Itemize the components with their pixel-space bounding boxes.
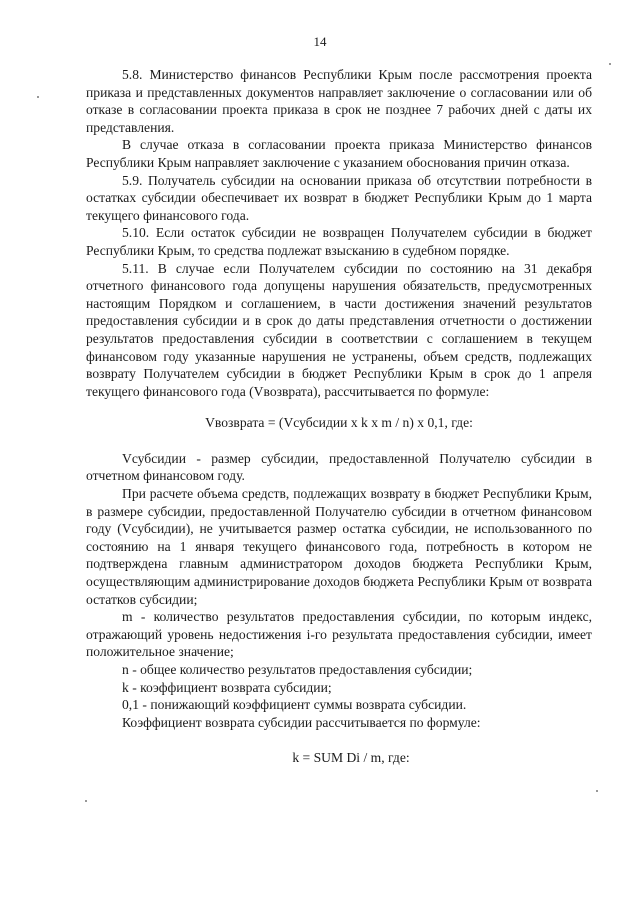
paragraph-m-definition: m - количество результатов предоставления субсидии, по которым индекс, отражающий уровень недостижения i-го результата предоставления субсидии, имеет положительное значение;: [86, 609, 592, 660]
paragraph-k-formula-intro: Коэффициент возврата субсидии рассчитывается по формуле:: [122, 714, 481, 730]
paragraph-5-11: 5.11. В случае если Получателем субсидии по состоянию на 31 декабря отчетного финансового года допущены нарушения обязательств, предусмотренных настоящим Порядком и соглашением, в части достижения значений результатов предоставления субсидии и в срок до даты представления отчетности о достижении результатов предоставления субсидии в соответствии с соглашением в текущем финансовом году указанные нарушения не устранены, объем средств, подлежащих возврату Получателем субсидии в бюджет Республики Крым в срок до 1 апреля текущего финансового года (Vвозврата), рассчитывается по формуле:: [86, 260, 592, 399]
scan-speck: [37, 96, 39, 98]
scan-speck: [596, 790, 598, 792]
formula-refund-volume: Vвозврата = (Vсубсидии x k x m / n) x 0,1, где:: [205, 415, 473, 431]
paragraph-5-9: 5.9. Получатель субсидии на основании приказа об отсутствии потребности в остатках субсидии обеспечивает их возврат в бюджет Республики Крым до 1 марта текущего финансового года.: [86, 172, 592, 223]
paragraph-vsubsidy-definition: Vсубсидии - размер субсидии, предоставленной Получателю субсидии в отчетном финансовом году.: [86, 450, 592, 484]
paragraph-calculation-note: При расчете объема средств, подлежащих возврату в бюджет Республики Крым, в размере субсидии, предоставленной Получателю субсидии в отчетном финансовом году (Vсубсидии), не учитывается размер остатка субсидии, не использованного по состоянию на 1 января текущего финансового года, потребность в котором не подтверждена главным администратором доходов бюджета Республики Крым, осуществляющим администрирование доходов бюджета Республики Крым от возврата остатков субсидии;: [86, 486, 592, 607]
scan-speck: [85, 800, 87, 802]
paragraph-5-8: 5.8. Министерство финансов Республики Крым после рассмотрения проекта приказа и представленных документов направляет заключение о согласовании или об отказе в согласовании проекта приказа в срок не позднее 7 рабочих дней с даты их представления.: [86, 67, 592, 135]
paragraph-k-definition: k - коэффициент возврата субсидии;: [122, 679, 332, 695]
page-number: 14: [313, 34, 327, 49]
paragraph-5-10: 5.10. Если остаток субсидии не возвращен Получателем субсидии в бюджет Республики Крым, то средства подлежат взысканию в судебном порядке.: [86, 225, 592, 258]
paragraph-refusal: В случае отказа в согласовании проекта приказа Министерство финансов Республики Крым направляет заключение с указанием обоснования причин отказа.: [86, 137, 592, 170]
formula-refund-coefficient: k = SUM Di / m, где:: [292, 750, 410, 766]
scan-speck: [609, 63, 611, 65]
paragraph-n-definition: n - общее количество результатов предоставления субсидии;: [122, 662, 473, 677]
paragraph-coefficient-definition: 0,1 - понижающий коэффициент суммы возврата субсидии.: [122, 697, 467, 713]
document-body: [86, 66, 592, 767]
